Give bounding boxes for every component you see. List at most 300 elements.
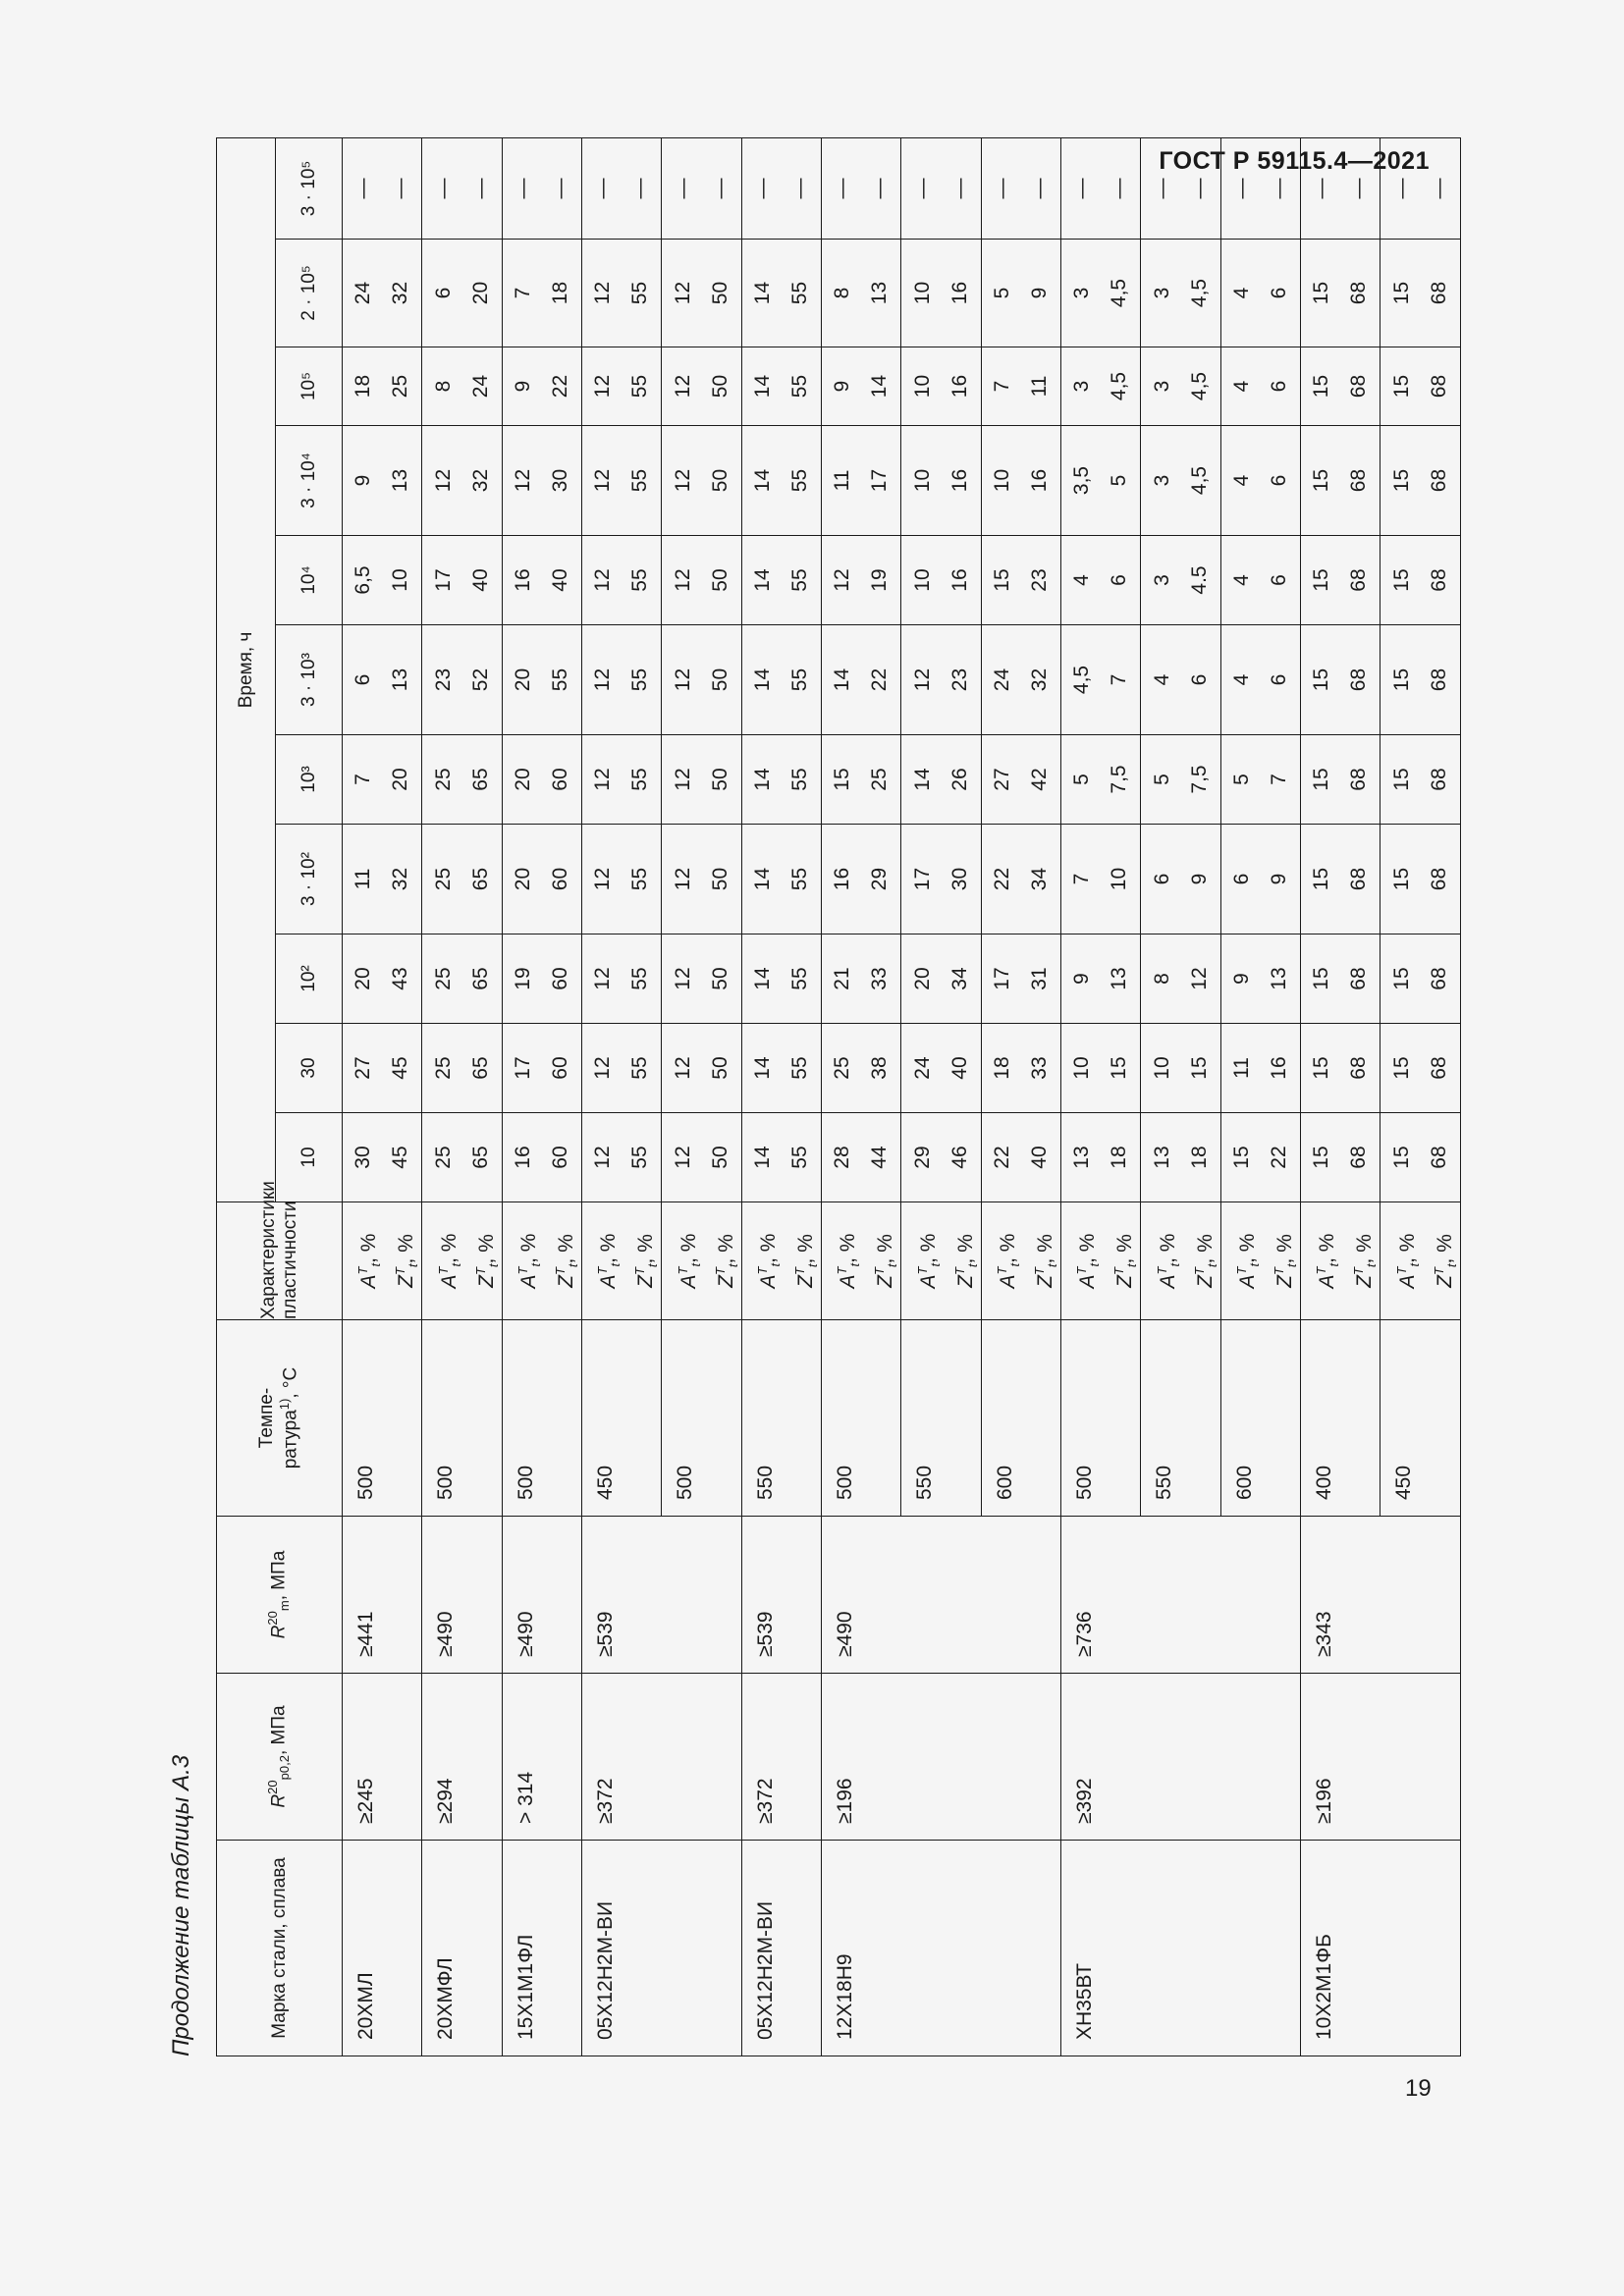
value-a: 12 xyxy=(671,281,694,305)
cell-value xyxy=(981,426,1060,536)
value-a: 12 xyxy=(591,1056,615,1080)
value-a: 10 xyxy=(1150,1056,1173,1080)
header-time-col: 10² xyxy=(276,934,343,1024)
plasticity-label: $Z^T_t$, % xyxy=(951,1234,980,1288)
cell-value xyxy=(502,934,581,1024)
value-a: 12 xyxy=(591,867,615,891)
cell-value xyxy=(582,137,662,239)
cell-value xyxy=(822,536,901,625)
value-z: — xyxy=(1027,178,1051,199)
value-z: 68 xyxy=(1427,468,1450,493)
value-a: 22 xyxy=(990,867,1013,891)
value-z: 4,5 xyxy=(1108,278,1131,308)
cell-value xyxy=(582,240,662,347)
value-z: 50 xyxy=(708,967,731,990)
cell-value xyxy=(981,934,1060,1024)
value-z: 65 xyxy=(468,768,492,791)
value-a: 12 xyxy=(671,867,694,891)
value-z: 6 xyxy=(1267,380,1290,393)
cell-plasticity xyxy=(1380,1202,1461,1320)
cell-value xyxy=(981,1113,1060,1202)
cell-value xyxy=(502,347,581,426)
value-a: 14 xyxy=(750,568,774,592)
value-z: 50 xyxy=(708,1146,731,1169)
cell-value xyxy=(582,934,662,1024)
value-z: 16 xyxy=(947,568,971,592)
value-a: 20 xyxy=(511,867,534,891)
value-a: 15 xyxy=(1310,468,1333,493)
value-z: 10 xyxy=(389,568,412,592)
cell-value xyxy=(422,426,502,536)
value-a: 17 xyxy=(431,568,455,592)
value-z: 18 xyxy=(548,281,571,305)
value-z: 30 xyxy=(548,468,571,493)
value-z: 68 xyxy=(1427,281,1450,305)
header-time-col: 10⁴ xyxy=(276,536,343,625)
plasticity-label: $Z^T_t$, % xyxy=(393,1234,421,1288)
cell-value xyxy=(502,240,581,347)
value-a: 12 xyxy=(671,568,694,592)
value-a: — xyxy=(831,178,854,199)
cell-value xyxy=(1141,934,1220,1024)
plasticity-label: $A^T_t$, % xyxy=(1233,1233,1263,1289)
value-a: 27 xyxy=(352,1056,375,1080)
cell-value xyxy=(343,137,422,239)
plasticity-label: $A^T_t$, % xyxy=(1314,1233,1342,1289)
value-z: 32 xyxy=(1027,667,1051,692)
value-a: 28 xyxy=(831,1146,854,1169)
cell-value xyxy=(422,825,502,934)
cell-value xyxy=(1220,240,1300,347)
cell-rm: ≥539 xyxy=(741,1517,821,1674)
value-z: — xyxy=(548,178,571,199)
value-a: 13 xyxy=(1070,1146,1094,1169)
cell-value xyxy=(582,536,662,625)
value-z: 23 xyxy=(947,667,971,692)
value-z: 4,5 xyxy=(1187,278,1211,308)
value-a: — xyxy=(1229,178,1253,199)
cell-value xyxy=(502,1113,581,1202)
value-a: 14 xyxy=(910,768,934,791)
value-z: 32 xyxy=(389,281,412,305)
cell-value xyxy=(1141,240,1220,347)
cell-value xyxy=(1380,1024,1461,1113)
cell-value xyxy=(981,347,1060,426)
value-a: 15 xyxy=(1389,867,1413,891)
value-a: 20 xyxy=(352,967,375,990)
value-a: 6 xyxy=(352,673,375,686)
value-a: 12 xyxy=(591,768,615,791)
cell-value xyxy=(1301,347,1380,426)
cell-value xyxy=(1141,1024,1220,1113)
cell-value xyxy=(343,934,422,1024)
cell-value xyxy=(901,1024,981,1113)
value-a: 15 xyxy=(1310,967,1333,990)
value-a: 15 xyxy=(1389,667,1413,692)
table-row xyxy=(1301,137,1380,2056)
value-a: 14 xyxy=(750,1056,774,1080)
cell-value xyxy=(422,536,502,625)
value-a: 3 xyxy=(1150,380,1173,393)
value-z: 55 xyxy=(787,667,811,692)
value-z: 4,5 xyxy=(1187,465,1211,496)
cell-value xyxy=(822,735,901,825)
cell-value xyxy=(741,137,821,239)
plasticity-label: $A^T_t$, % xyxy=(675,1233,703,1289)
cell-rp: ≥372 xyxy=(741,1674,821,1841)
value-a: 25 xyxy=(431,1146,455,1169)
value-z: 20 xyxy=(468,281,492,305)
value-a: 10 xyxy=(910,281,934,305)
cell-value xyxy=(582,426,662,536)
value-z: — xyxy=(1108,178,1131,199)
plasticity-label: $Z^T_t$, % xyxy=(552,1234,581,1288)
value-z: 55 xyxy=(787,1056,811,1080)
value-z: 50 xyxy=(708,768,731,791)
value-z: 5 xyxy=(1108,474,1131,487)
cell-rp: ≥372 xyxy=(582,1674,742,1841)
cell-value xyxy=(1220,137,1300,239)
value-z: 13 xyxy=(389,667,412,692)
value-a: — xyxy=(1150,178,1173,199)
value-a: 8 xyxy=(831,287,854,299)
value-a: 24 xyxy=(990,667,1013,692)
value-z: 60 xyxy=(548,1146,571,1169)
value-z: 68 xyxy=(1427,867,1450,891)
plasticity-label: $A^T_t$, % xyxy=(435,1233,463,1289)
value-a: 12 xyxy=(591,1146,615,1169)
value-z: 9 xyxy=(1267,873,1290,885)
value-z: 68 xyxy=(1347,667,1371,692)
cell-value xyxy=(582,347,662,426)
cell-value xyxy=(741,347,821,426)
value-a: 18 xyxy=(352,374,375,399)
plasticity-label: $A^T_t$, % xyxy=(835,1233,863,1289)
value-z: 23 xyxy=(1027,568,1051,592)
value-a: 22 xyxy=(990,1146,1013,1169)
cell-value xyxy=(822,347,901,426)
header-time-col: 3 · 10² xyxy=(276,825,343,934)
value-a: 10 xyxy=(910,468,934,493)
cell-temperature: 500 xyxy=(662,1320,741,1517)
value-z: 68 xyxy=(1347,1056,1371,1080)
value-a: 6,5 xyxy=(352,565,375,595)
value-z: 33 xyxy=(868,967,892,990)
cell-value xyxy=(1141,347,1220,426)
cell-value xyxy=(741,240,821,347)
cell-grade: ХН35ВТ xyxy=(1061,1841,1301,2056)
value-z: — xyxy=(708,178,731,199)
header-temperature: Темпе- ратура$^{1)}$, °С xyxy=(217,1320,343,1517)
value-z: 25 xyxy=(389,374,412,399)
value-z: 68 xyxy=(1427,374,1450,399)
value-a: 12 xyxy=(671,967,694,990)
value-z: 68 xyxy=(1427,568,1450,592)
value-a: 12 xyxy=(591,374,615,399)
value-z: 55 xyxy=(628,281,652,305)
value-z: 16 xyxy=(947,468,971,493)
value-a: 3,5 xyxy=(1070,465,1094,496)
value-a: 4 xyxy=(1070,574,1094,586)
value-z: 22 xyxy=(548,374,571,399)
cell-rp: ≥245 xyxy=(343,1674,422,1841)
value-a: 6 xyxy=(1229,873,1253,885)
cell-value xyxy=(1301,1024,1380,1113)
cell-value xyxy=(1220,536,1300,625)
cell-value xyxy=(741,536,821,625)
cell-temperature: 550 xyxy=(741,1320,821,1517)
value-z: 50 xyxy=(708,281,731,305)
value-z: 40 xyxy=(1027,1146,1051,1169)
cell-value xyxy=(502,825,581,934)
value-a: 13 xyxy=(1150,1146,1173,1169)
value-z: 6 xyxy=(1267,574,1290,586)
cell-value xyxy=(422,347,502,426)
plasticity-label: $A^T_t$, % xyxy=(914,1233,943,1289)
value-z: 20 xyxy=(389,768,412,791)
value-z: 55 xyxy=(787,374,811,399)
value-z: 42 xyxy=(1027,768,1051,791)
cell-value xyxy=(662,347,741,426)
value-a: 10 xyxy=(990,468,1013,493)
header-time: Время, ч xyxy=(217,137,276,1201)
cell-rm: ≥343 xyxy=(1301,1517,1461,1674)
cell-rm: ≥736 xyxy=(1061,1517,1301,1674)
value-z: 25 xyxy=(868,768,892,791)
cell-value xyxy=(1141,1113,1220,1202)
cell-value xyxy=(502,735,581,825)
value-z: 33 xyxy=(1027,1056,1051,1080)
document-header: ГОСТ Р 59115.4—2021 xyxy=(1159,147,1430,175)
value-a: — xyxy=(511,178,534,199)
value-z: 50 xyxy=(708,1056,731,1080)
value-a: 15 xyxy=(1389,374,1413,399)
value-z: 40 xyxy=(947,1056,971,1080)
value-z: 26 xyxy=(947,768,971,791)
cell-plasticity xyxy=(1061,1202,1141,1320)
cell-plasticity xyxy=(1220,1202,1300,1320)
value-a: 12 xyxy=(671,468,694,493)
value-a: 15 xyxy=(1310,568,1333,592)
cell-plasticity xyxy=(741,1202,821,1320)
cell-value xyxy=(1380,536,1461,625)
value-a: 14 xyxy=(750,967,774,990)
value-z: 15 xyxy=(1108,1056,1131,1080)
cell-value xyxy=(822,625,901,735)
cell-value xyxy=(822,240,901,347)
value-a: 3 xyxy=(1070,287,1094,299)
cell-value xyxy=(1220,825,1300,934)
cell-value xyxy=(822,1024,901,1113)
page-number: 19 xyxy=(1405,2075,1432,2102)
value-a: 6 xyxy=(431,287,455,299)
cell-value xyxy=(822,426,901,536)
header-grade: Марка стали, сплава xyxy=(217,1841,343,2056)
plasticity-label: $A^T_t$, % xyxy=(1154,1233,1182,1289)
value-a: — xyxy=(431,178,455,199)
value-z: 68 xyxy=(1347,1146,1371,1169)
value-a: 24 xyxy=(910,1056,934,1080)
value-z: 6 xyxy=(1267,673,1290,686)
cell-value xyxy=(662,240,741,347)
value-z: 68 xyxy=(1347,867,1371,891)
cell-value xyxy=(1061,536,1141,625)
value-a: 4 xyxy=(1229,380,1253,393)
value-a: 4 xyxy=(1229,287,1253,299)
cell-plasticity xyxy=(1301,1202,1380,1320)
value-z: 50 xyxy=(708,468,731,493)
cell-value xyxy=(822,934,901,1024)
value-a: 5 xyxy=(1229,774,1253,785)
value-z: 68 xyxy=(1347,967,1371,990)
cell-grade: 10Х2М1ФБ xyxy=(1301,1841,1461,2056)
value-a: — xyxy=(1070,178,1094,199)
plasticity-label: $Z^T_t$, % xyxy=(791,1234,821,1288)
cell-value xyxy=(1380,934,1461,1024)
cell-plasticity xyxy=(343,1202,422,1320)
cell-value xyxy=(1220,934,1300,1024)
cell-value xyxy=(901,735,981,825)
cell-value xyxy=(1141,426,1220,536)
cell-plasticity xyxy=(422,1202,502,1320)
cell-value xyxy=(1301,735,1380,825)
value-z: 30 xyxy=(947,867,971,891)
value-a: 12 xyxy=(591,967,615,990)
value-z: 55 xyxy=(787,568,811,592)
cell-grade: 20ХМФЛ xyxy=(422,1841,502,2056)
cell-rm: ≥490 xyxy=(822,1517,1061,1674)
value-a: 8 xyxy=(1150,973,1173,985)
cell-rp: > 314 xyxy=(502,1674,581,1841)
value-a: 16 xyxy=(831,867,854,891)
value-a: 15 xyxy=(1310,768,1333,791)
cell-value xyxy=(422,1024,502,1113)
cell-value xyxy=(343,426,422,536)
value-z: 43 xyxy=(389,967,412,990)
value-z: 52 xyxy=(468,667,492,692)
value-z: 6 xyxy=(1267,474,1290,487)
value-z: 68 xyxy=(1347,374,1371,399)
cell-value xyxy=(741,735,821,825)
value-a: 25 xyxy=(831,1056,854,1080)
cell-value xyxy=(901,1113,981,1202)
plasticity-label: $Z^T_t$, % xyxy=(1111,1234,1140,1288)
value-a: 4 xyxy=(1150,673,1173,686)
value-a: 11 xyxy=(831,469,854,492)
value-z: 60 xyxy=(548,867,571,891)
value-z: 68 xyxy=(1347,281,1371,305)
cell-value xyxy=(901,240,981,347)
value-z: 55 xyxy=(628,967,652,990)
value-z: 7,5 xyxy=(1187,765,1211,794)
cell-value xyxy=(343,536,422,625)
value-a: 12 xyxy=(671,374,694,399)
value-a: 14 xyxy=(831,667,854,692)
cell-value xyxy=(741,934,821,1024)
value-a: — xyxy=(1389,178,1413,199)
value-z: 55 xyxy=(548,667,571,692)
cell-value xyxy=(1380,137,1461,239)
cell-value xyxy=(343,240,422,347)
value-z: 16 xyxy=(1267,1056,1290,1080)
cell-value xyxy=(1220,1113,1300,1202)
cell-value xyxy=(741,825,821,934)
cell-value xyxy=(901,536,981,625)
cell-plasticity xyxy=(582,1202,662,1320)
header-time-col: 3 · 10³ xyxy=(276,625,343,735)
value-a: 12 xyxy=(831,568,854,592)
value-z: 55 xyxy=(628,568,652,592)
cell-value xyxy=(1141,137,1220,239)
cell-value xyxy=(741,1113,821,1202)
value-z: 55 xyxy=(787,967,811,990)
value-a: 12 xyxy=(431,468,455,493)
value-a: 5 xyxy=(990,287,1013,299)
cell-plasticity xyxy=(901,1202,981,1320)
value-z: 46 xyxy=(947,1146,971,1169)
cell-value xyxy=(662,625,741,735)
table-row xyxy=(822,137,901,2056)
header-rp: $R^{20}_{p0,2}$, МПа xyxy=(217,1674,343,1841)
value-z: 7 xyxy=(1267,774,1290,785)
value-a: 9 xyxy=(831,380,854,393)
cell-value xyxy=(343,735,422,825)
cell-grade: 20ХМЛ xyxy=(343,1841,422,2056)
plasticity-label: $Z^T_t$, % xyxy=(1031,1234,1060,1288)
value-a: — xyxy=(1310,178,1333,199)
plasticity-label: $A^T_t$, % xyxy=(994,1233,1023,1289)
value-z: 68 xyxy=(1427,667,1450,692)
header-time-col: 10 xyxy=(276,1113,343,1202)
cell-value xyxy=(1220,426,1300,536)
value-z: 7,5 xyxy=(1108,765,1131,794)
value-a: 20 xyxy=(910,967,934,990)
value-a: 12 xyxy=(511,468,534,493)
value-z: 65 xyxy=(468,867,492,891)
cell-value xyxy=(1061,1024,1141,1113)
value-a: 9 xyxy=(1070,973,1094,985)
value-z: 60 xyxy=(548,967,571,990)
value-z: 12 xyxy=(1187,967,1211,990)
value-a: 14 xyxy=(750,768,774,791)
value-a: 12 xyxy=(591,468,615,493)
table-row xyxy=(741,137,821,2056)
plasticity-label: $A^T_t$, % xyxy=(595,1233,623,1289)
cell-value xyxy=(981,1024,1060,1113)
value-z: 4,5 xyxy=(1108,371,1131,401)
value-z: — xyxy=(787,178,811,199)
value-z: 68 xyxy=(1427,768,1450,791)
value-a: 11 xyxy=(1229,1057,1253,1079)
cell-value xyxy=(662,825,741,934)
value-z: — xyxy=(1347,178,1371,199)
value-z: 4,5 xyxy=(1187,371,1211,401)
value-a: 10 xyxy=(910,374,934,399)
value-z: 18 xyxy=(1108,1146,1131,1169)
plasticity-label: $A^T_t$, % xyxy=(514,1233,544,1289)
value-a: 20 xyxy=(511,667,534,692)
value-a: 21 xyxy=(831,967,854,990)
value-a: 14 xyxy=(750,281,774,305)
value-a: 15 xyxy=(1310,867,1333,891)
value-a: 15 xyxy=(1389,281,1413,305)
cell-value xyxy=(343,825,422,934)
value-a: 23 xyxy=(431,667,455,692)
value-a: 4 xyxy=(1229,574,1253,586)
value-a: 3 xyxy=(1150,474,1173,487)
value-z: 68 xyxy=(1347,568,1371,592)
value-a: 12 xyxy=(591,568,615,592)
